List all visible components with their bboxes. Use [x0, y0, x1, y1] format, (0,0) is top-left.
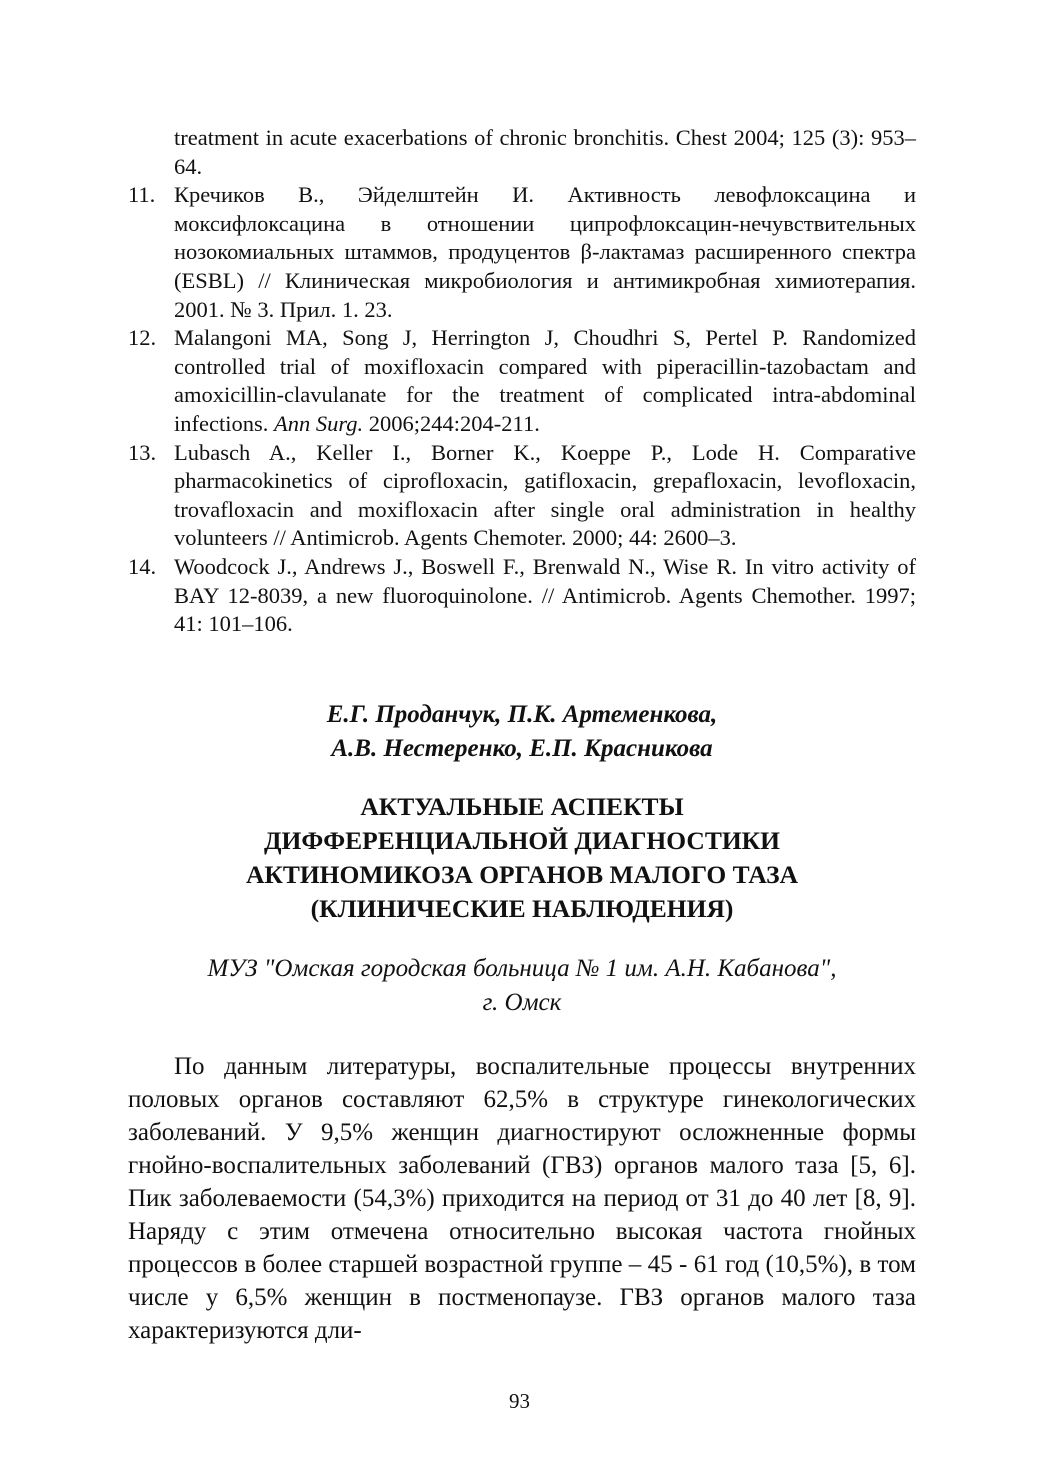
reference-number: 11.	[128, 182, 156, 208]
reference-number: 14.	[128, 553, 157, 579]
reference-item-11	[128, 181, 916, 324]
reference-journal: Ann Surg.	[273, 410, 364, 436]
reference-number: 12.	[128, 325, 157, 351]
article-title	[128, 790, 916, 926]
reference-text-tail: 2006;244:204-211.	[368, 410, 540, 436]
title-line: (КЛИНИЧЕСКИЕ НАБЛЮДЕНИЯ)	[310, 894, 734, 923]
reference-text: Woodcock J., Andrews J., Boswell F., Brenwald N., Wise R. In vitro activity of BAY 12-8039, a new fluoroquinolone. // Antimicrob. Agents Chemother. 1997; 41: 101–106.	[174, 553, 916, 637]
title-line: АКТУАЛЬНЫЕ АСПЕКТЫ	[360, 792, 684, 821]
reference-item-12	[128, 324, 916, 438]
authors-line: А.В. Нестеренко, Е.П. Красникова	[331, 735, 713, 762]
affiliation-line: г. Омск	[482, 989, 562, 1016]
title-line: ДИФФЕРЕНЦИАЛЬНОЙ ДИАГНОСТИКИ	[263, 826, 780, 855]
article-authors	[128, 698, 916, 766]
article-body-paragraph: По данным литературы, воспалительные процессы внутренних половых органов составляют 62,5% в структуре гинекологических заболеваний. У 9,5% женщин диагностируют осложненные формы гнойно-воспалительных заболеваний (ГВЗ) органов малого таза [5, 6]. Пик заболеваемости (54,3%) приходится на период от 31 до 40 лет [8, 9]. Наряду с этим отмечена относительно высокая частота гнойных процессов в более старшей возрастной группе – 45 - 61 год (10,5%), в том числе у 6,5% женщин в постменопаузе. ГВЗ органов малого таза характеризуются дли-	[128, 1053, 916, 1344]
reference-continuation	[128, 124, 916, 181]
reference-item-13	[128, 439, 916, 553]
affiliation-line: МУЗ "Омская городская больница № 1 им. А.Н. Кабанова",	[207, 955, 837, 982]
reference-text: Кречиков В., Эйделштейн И. Активность левофлоксацина и моксифлоксацина в отношении ципрофлоксацин-нечувствительных нозокомиальных штаммов, продуцентов β-лактамаз расширенного спектра (ESBL) // Клиническая микробиология и антимикробная химиотерапия. 2001. № 3. Прил. 1. 23.	[174, 182, 916, 322]
title-line: АКТИНОМИКОЗА ОРГАНОВ МАЛОГО ТАЗА	[245, 860, 799, 889]
reference-text: Malangoni MA, Song J, Herrington J, Choudhri S, Pertel P. Randomized controlled trial of moxifloxacin compared with piperacillin-tazobactam and amoxicillin-clavulanate for the treatment of complicated intra-abdominal infections.	[174, 325, 916, 436]
authors-line: Е.Г. Проданчук, П.К. Артеменкова,	[326, 701, 718, 728]
reference-continuation-text: treatment in acute exacerbations of chronic bronchitis. Chest 2004; 125 (3): 953–64.	[174, 125, 916, 179]
reference-item-14	[128, 553, 916, 639]
reference-number: 13.	[128, 439, 157, 465]
article-affiliation	[128, 952, 916, 1020]
reference-list	[128, 124, 916, 639]
page-number: 93	[509, 1389, 530, 1413]
reference-text: Lubasch A., Keller I., Borner K., Koeppe P., Lode H. Comparative pharmacokinetics of ciprofloxacin, gatifloxacin, grepafloxacin, levofloxacin, trovafloxacin and moxifloxacin after single oral administration in healthy volunteers // Antimicrob. Agents Chemoter. 2000; 44: 2600–3.	[174, 439, 916, 551]
